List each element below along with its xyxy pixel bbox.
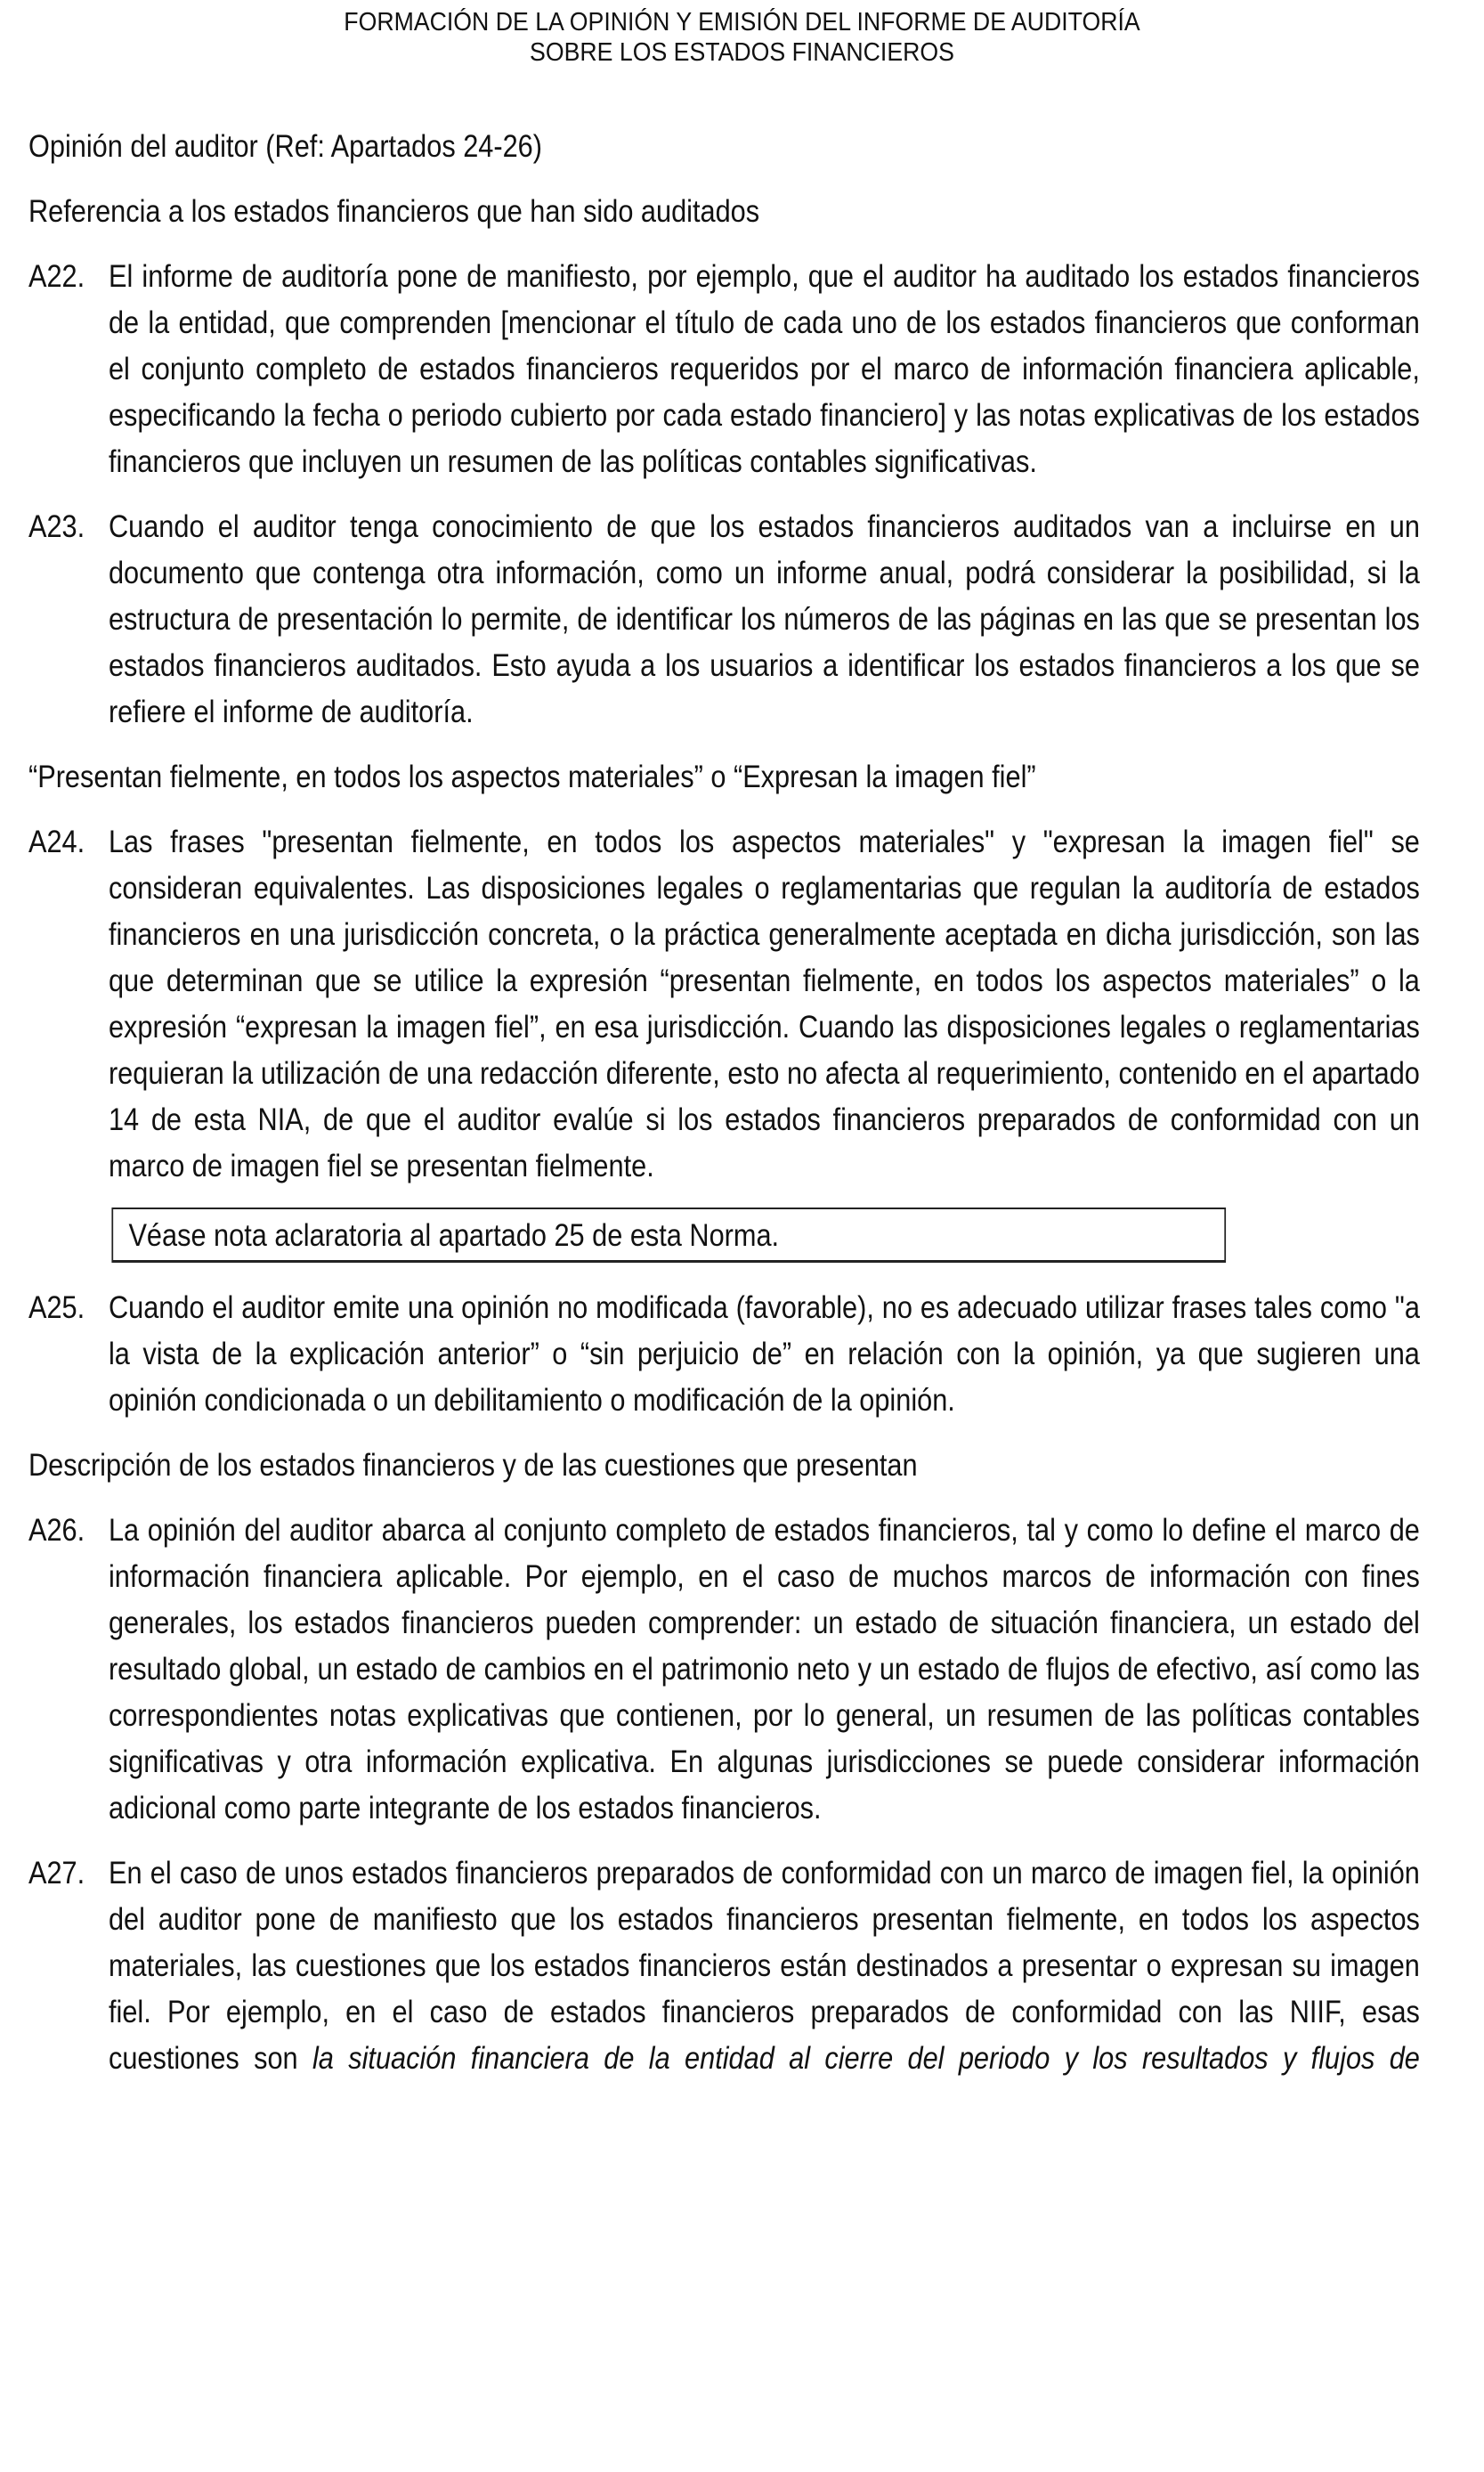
paragraph-number: A26. [28, 1512, 85, 1548]
paragraph-number: A25. [28, 1289, 85, 1325]
paragraph-a25 [28, 1284, 1420, 1423]
paragraph-a26 [28, 1507, 1420, 1831]
note-text: Véase nota aclaratoria al apartado 25 de esta Norma. [128, 1217, 780, 1253]
paragraph-text: Las frases "presentan fielmente, en todos los aspectos materiales" y "expresan la imagen fiel" se consideran equivalentes. Las disposiciones legales o reglamentarias que regulan la auditoría de estados financieros en una jurisdicción concreta, o la práctica generalmente aceptada en dicha jurisdicción, son las que determinan que se utilice la expresión “presentan fielmente, en todos los aspectos materiales” o la expresión “expresan la imagen fiel”, en esa jurisdicción. Cuando las disposiciones legales o reglamentarias requieran la utilización de una redacción diferente, esto no afecta al requerimiento, contenido en el apartado 14 de esta NIA, de que el auditor evalúe si los estados financieros preparados de conformidad con un marco de imagen fiel se presentan fielmente. [108, 824, 1420, 1183]
header-title-line-2: SOBRE LOS ESTADOS FINANCIEROS [530, 38, 954, 67]
document-text-column [28, 123, 1420, 2081]
note-box [111, 1208, 1226, 1263]
paragraph-text: El informe de auditoría pone de manifiesto, por ejemplo, que el auditor ha auditado los estados financieros de la entidad, que comprenden [mencionar el título de cada uno de los estados financieros que conforman el conjunto completo de estados financieros requeridos por el marco de información financiera aplicable, especificando la fecha o periodo cubierto por cada estado financiero] y las notas explicativas de los estados financieros que incluyen un resumen de las políticas contables significativas. [108, 258, 1420, 479]
section-heading-descripcion: Descripción de los estados financieros y de las cuestiones que presentan [28, 1447, 918, 1483]
paragraph-a23 [28, 503, 1420, 735]
paragraph-number: A23. [28, 508, 85, 544]
paragraph-a27 [28, 1850, 1420, 2081]
section-heading-opinion: Opinión del auditor (Ref: Apartados 24-26) [28, 128, 542, 164]
section-heading-referencia: Referencia a los estados financieros que han sido auditados [28, 193, 760, 229]
paragraph-number: A22. [28, 258, 85, 294]
paragraph-a24 [28, 818, 1420, 1189]
paragraph-a22 [28, 253, 1420, 484]
header-title-line-1: FORMACIÓN DE LA OPINIÓN Y EMISIÓN DEL INFORME DE AUDITORÍA [344, 8, 1140, 37]
paragraph-text: En el caso de unos estados financieros preparados de conformidad con un marco de imagen fiel, la opinión del auditor pone de manifiesto que los estados financieros presentan fielmente, en todos los aspectos materiales, las cuestiones que los estados financieros están destinados a presentar o expresan su imagen fiel. Por ejemplo, en el caso de estados financieros preparados de conformidad con las NIIF, esas cuestiones son [108, 1855, 1420, 2076]
document-body [28, 123, 1420, 2100]
paragraph-number: A24. [28, 824, 85, 859]
page-header [60, 7, 1425, 68]
paragraph-text: Cuando el auditor emite una opinión no modificada (favorable), no es adecuado utilizar frases tales como "a la vista de la explicación anterior” o “sin perjuicio de” en relación con la opinión, ya que sugieren una opinión condicionada o un debilitamiento o modificación de la opinión. [108, 1289, 1420, 1418]
paragraph-italic-text: la situación financiera de la entidad al cierre del periodo y los resultados y flujos de [312, 2040, 1420, 2076]
paragraph-text: Cuando el auditor tenga conocimiento de que los estados financieros auditados van a incluirse en un documento que contenga otra información, como un informe anual, podrá considerar la posibilidad, si la estructura de presentación lo permite, de identificar los números de las páginas en las que se presentan los estados financieros auditados. Esto ayuda a los usuarios a identificar los estados financieros a los que se refiere el informe de auditoría. [108, 508, 1420, 729]
paragraph-number: A27. [28, 1855, 85, 1891]
paragraph-text: La opinión del auditor abarca al conjunto completo de estados financieros, tal y como lo define el marco de información financiera aplicable. Por ejemplo, en el caso de muchos marcos de información con fines generales, los estados financieros pueden comprender: un estado de situación financiera, un estado del resultado global, un estado de cambios en el patrimonio neto y un estado de flujos de efectivo, así como las correspondientes notas explicativas que contienen, por lo general, un resumen de las políticas contables significativas y otra información explicativa. En algunas jurisdicciones se puede considerar información adicional como parte integrante de los estados financieros. [108, 1512, 1420, 1826]
section-heading-presentan: “Presentan fielmente, en todos los aspectos materiales” o “Expresan la imagen fiel” [28, 759, 1036, 794]
